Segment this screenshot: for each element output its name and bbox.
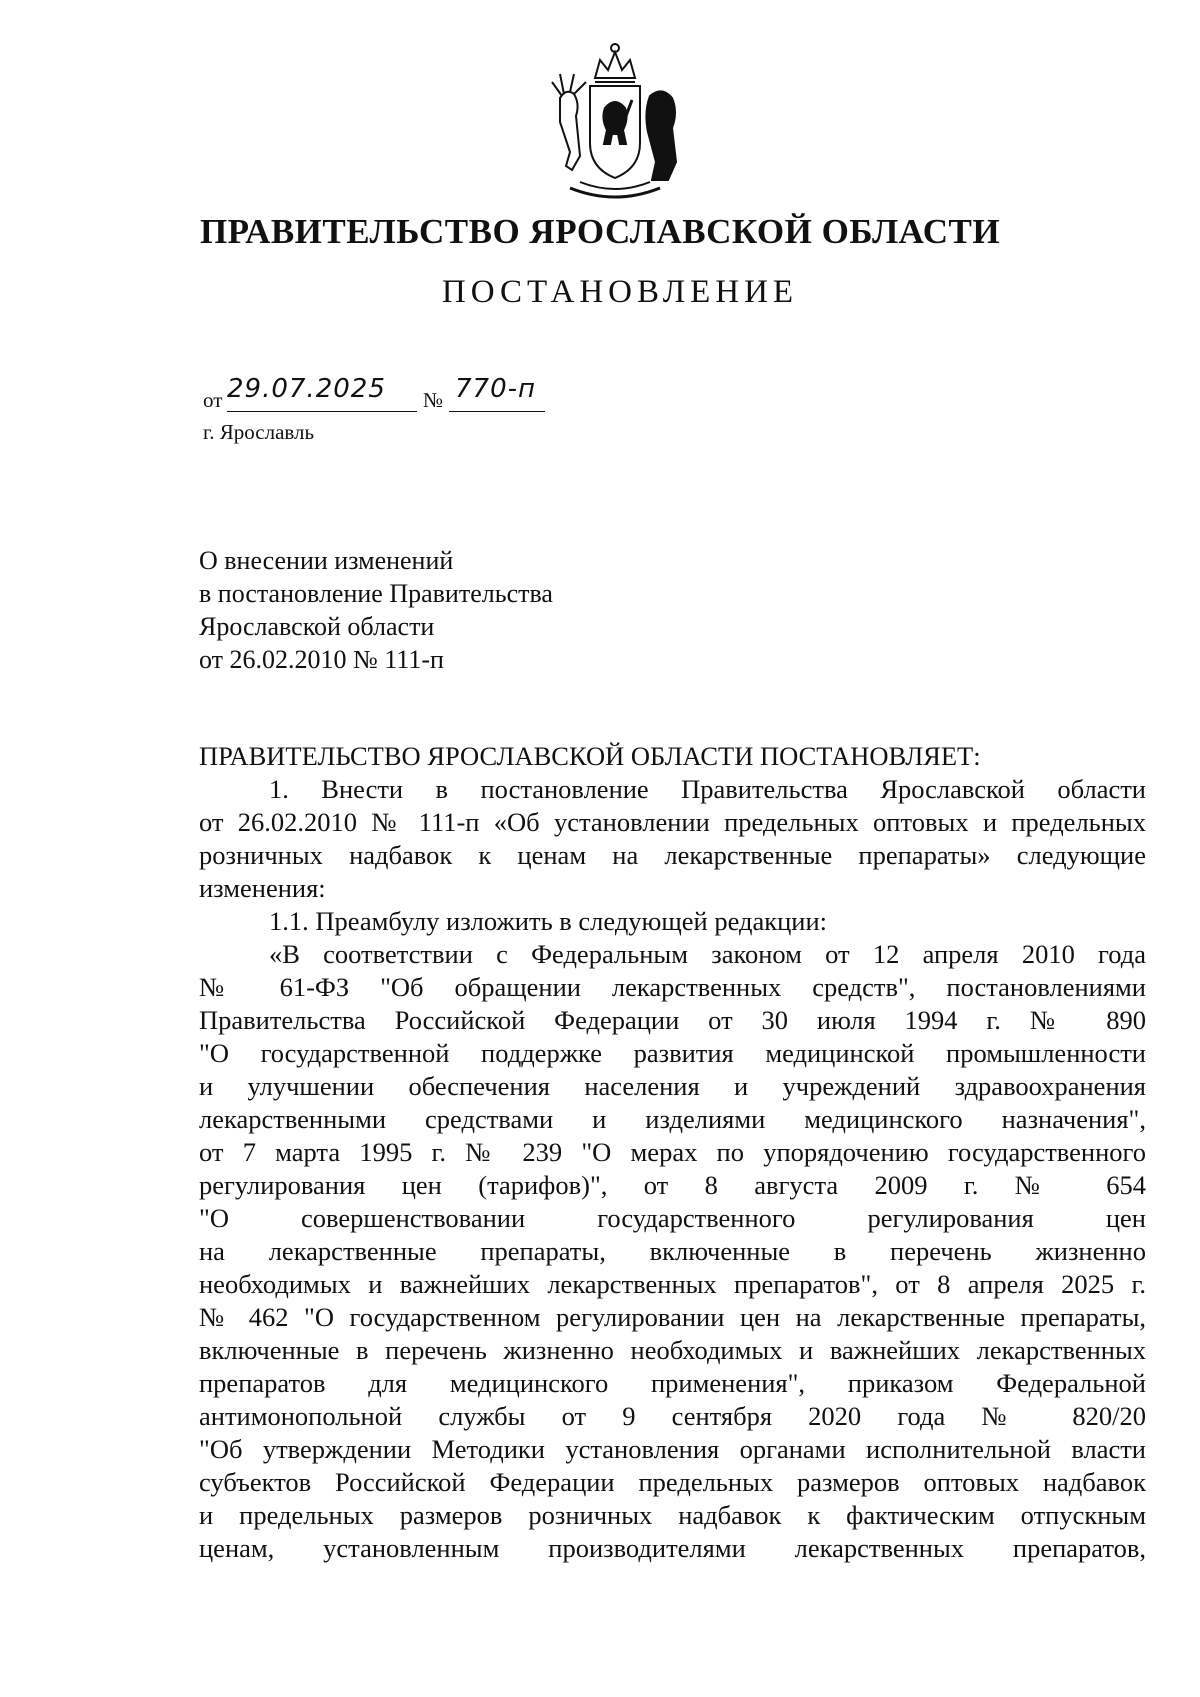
quote-line: регулирования цен (тарифов)", от 8 августа 2009 г. № 654 bbox=[199, 1170, 1146, 1200]
paragraph-1-line: изменения: bbox=[199, 873, 326, 903]
paragraph-1-line: от 26.02.2010 № 111-п «Об установлении предельных оптовых и предельных bbox=[199, 807, 1146, 837]
document-body bbox=[199, 740, 1146, 1565]
government-title: ПРАВИТЕЛЬСТВО ЯРОСЛАВСКОЙ ОБЛАСТИ bbox=[199, 212, 1001, 251]
quote-line: от 7 марта 1995 г. № 239 "О мерах по упорядочению государственного bbox=[199, 1137, 1146, 1167]
subject-line: Ярославской области bbox=[199, 612, 435, 641]
quote-line: на лекарственные препараты, включенные в перечень жизненно bbox=[199, 1236, 1146, 1266]
quote-line: № 462 "О государственном регулировании цен на лекарственные препараты, bbox=[199, 1302, 1146, 1332]
quote-line: и улучшении обеспечения населения и учреждений здравоохранения bbox=[199, 1071, 1146, 1101]
number-underline bbox=[449, 411, 545, 412]
yaroslavl-coat-of-arms-emblem bbox=[540, 38, 690, 208]
quote-line: "О государственной поддержке развития медицинской промышленности bbox=[199, 1038, 1146, 1068]
decree-intro: ПРАВИТЕЛЬСТВО ЯРОСЛАВСКОЙ ОБЛАСТИ ПОСТАНОВЛЯЕТ: bbox=[199, 741, 981, 771]
document-type-title: ПОСТАНОВЛЕНИЕ bbox=[441, 274, 799, 310]
handwritten-date: 29.07.2025 bbox=[227, 374, 386, 404]
quote-line: Правительства Российской Федерации от 30 июля 1994 г. № 890 bbox=[199, 1005, 1146, 1035]
paragraph-1-line: 1. Внести в постановление Правительства Ярославской области bbox=[269, 774, 1146, 804]
date-prefix: от bbox=[203, 388, 223, 412]
quote-line: ценам, установленным производителями лекарственных препаратов, bbox=[199, 1533, 1146, 1563]
document-subject bbox=[199, 544, 553, 676]
quote-line: "О совершенствовании государственного регулирования цен bbox=[199, 1203, 1146, 1233]
subject-line: О внесении изменений bbox=[199, 546, 454, 575]
date-number-line bbox=[203, 374, 623, 416]
city-line: г. Ярославль bbox=[203, 420, 315, 444]
quote-line: препаратов для медицинского применения", приказом Федеральной bbox=[199, 1368, 1146, 1398]
quote-line: № 61-ФЗ "Об обращении лекарственных средств", постановлениями bbox=[199, 972, 1146, 1002]
quote-line: "Об утверждении Методики установления органами исполнительной власти bbox=[199, 1434, 1146, 1464]
quote-line: антимонопольной службы от 9 сентября 2020 года № 820/20 bbox=[199, 1401, 1146, 1431]
quote-line: лекарственными средствами и изделиями медицинского назначения", bbox=[199, 1104, 1146, 1134]
quote-line: включенные в перечень жизненно необходимых и важнейших лекарственных bbox=[199, 1335, 1146, 1365]
paragraph-1-1: 1.1. Преамбулу изложить в следующей редакции: bbox=[269, 906, 828, 936]
quote-line: «В соответствии с Федеральным законом от 12 апреля 2010 года bbox=[269, 939, 1146, 969]
subject-line: в постановление Правительства bbox=[199, 579, 553, 608]
quote-line: и предельных размеров розничных надбавок к фактическим отпускным bbox=[199, 1500, 1146, 1530]
number-prefix: № bbox=[423, 388, 444, 412]
quote-line: необходимых и важнейших лекарственных препаратов", от 8 апреля 2025 г. bbox=[199, 1269, 1146, 1299]
date-underline bbox=[227, 411, 417, 412]
paragraph-1-line: розничных надбавок к ценам на лекарственные препараты» следующие bbox=[199, 840, 1146, 870]
quote-line: субъектов Российской Федерации предельных размеров оптовых надбавок bbox=[199, 1467, 1146, 1497]
subject-line: от 26.02.2010 № 111-п bbox=[199, 645, 444, 674]
handwritten-number: 770-п bbox=[455, 374, 537, 404]
